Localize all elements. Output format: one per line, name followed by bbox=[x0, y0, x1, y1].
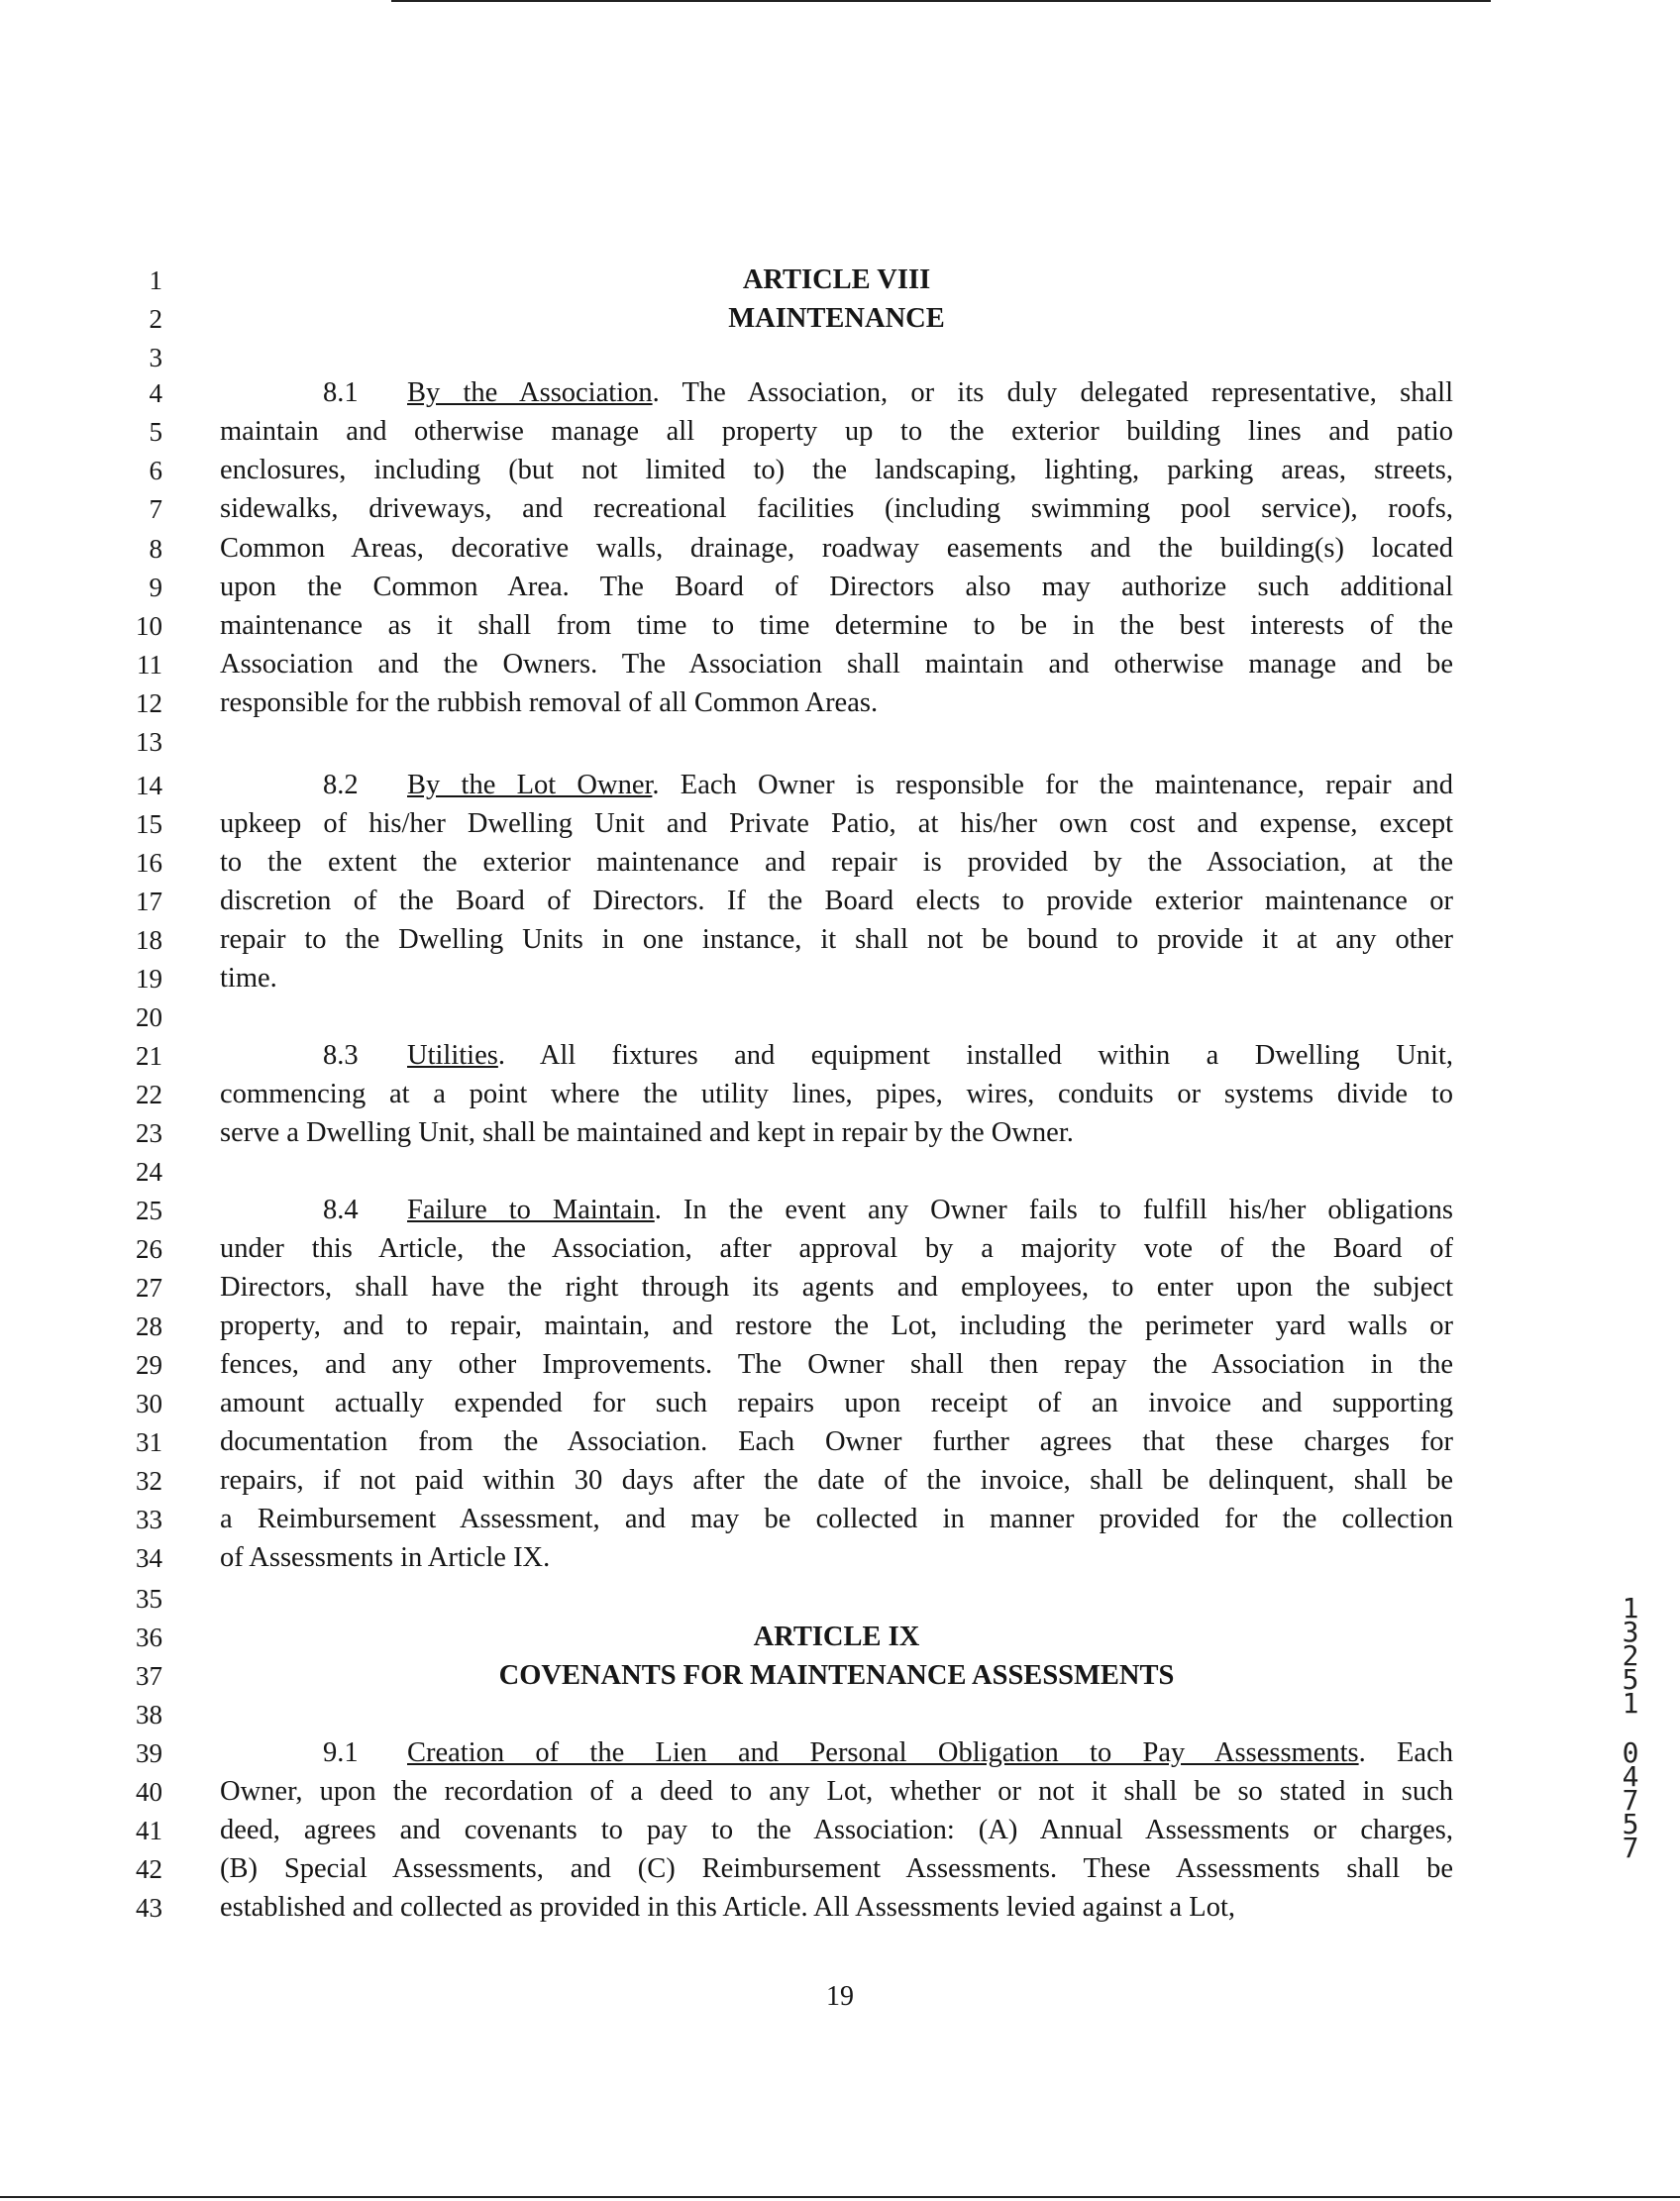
body-line: enclosures, including (but not limited to) the landscaping, lighting, parking areas, streets, bbox=[220, 455, 1453, 485]
line-number: 43 bbox=[136, 1893, 162, 1923]
body-line-row bbox=[0, 843, 1680, 883]
body-line-row bbox=[0, 1307, 1680, 1346]
line-number: 30 bbox=[136, 1389, 162, 1418]
line-number: 28 bbox=[136, 1311, 162, 1341]
body-line: maintain and otherwise manage all property up to the exterior building lines and patio bbox=[220, 416, 1453, 447]
line-number: 27 bbox=[136, 1273, 162, 1303]
body-line-row bbox=[0, 1345, 1680, 1385]
line-number: 11 bbox=[137, 650, 162, 680]
body-line: (B) Special Assessments, and (C) Reimbursement Assessments. These Assessments shall be bbox=[220, 1853, 1453, 1884]
body-line-row bbox=[0, 1500, 1680, 1539]
section-9-1-lead bbox=[323, 1733, 1453, 1773]
article-viii-label: ARTICLE VIII bbox=[742, 264, 931, 295]
line-number-row bbox=[0, 338, 1680, 377]
body-line-row bbox=[0, 489, 1680, 529]
body-line-row bbox=[0, 529, 1680, 569]
section-8-1-heading: By the Association bbox=[407, 377, 653, 408]
line-number: 3 bbox=[149, 343, 162, 372]
line-number: 17 bbox=[136, 887, 162, 916]
line-number: 31 bbox=[136, 1427, 162, 1457]
body-line: documentation from the Association. Each Owner further agrees that these charges for bbox=[220, 1426, 1453, 1457]
stamp-digit: 5 bbox=[1622, 1808, 1639, 1840]
section-8-2-heading: By the Lot Owner bbox=[407, 770, 653, 800]
body-line: commencing at a point where the utility lines, pipes, wires, conduits or systems divide to bbox=[220, 1079, 1453, 1109]
body-line-row bbox=[0, 1075, 1680, 1114]
section-8-2-number: 8.2 bbox=[323, 770, 359, 800]
body-line: discretion of the Board of Directors. If the Board elects to provide exterior maintenance or bbox=[220, 886, 1453, 916]
body-line: of Assessments in Article IX. bbox=[220, 1542, 551, 1573]
body-line-row bbox=[0, 1268, 1680, 1308]
section-8-2-first-line bbox=[0, 766, 1680, 805]
line-number: 21 bbox=[136, 1041, 162, 1071]
body-line: responsible for the rubbish removal of all Common Areas. bbox=[220, 687, 879, 718]
body-line: Owner, upon the recordation of a deed to any Lot, whether or not it shall be so stated in such bbox=[220, 1776, 1453, 1807]
body-line-row bbox=[0, 1461, 1680, 1501]
stamp-digit: 0 bbox=[1622, 1736, 1639, 1769]
line-number: 23 bbox=[136, 1118, 162, 1148]
section-8-3-lead bbox=[323, 1036, 1453, 1076]
article-ix-title-row bbox=[0, 1656, 1680, 1696]
line-number: 40 bbox=[136, 1777, 162, 1807]
section-8-1-first-line bbox=[0, 373, 1680, 413]
body-line: a Reimbursement Assessment, and may be collected in manner provided for the collection bbox=[220, 1504, 1453, 1534]
line-number: 34 bbox=[136, 1543, 162, 1573]
line-number: 24 bbox=[136, 1157, 162, 1187]
line-number: 32 bbox=[136, 1466, 162, 1496]
line-number: 7 bbox=[149, 494, 162, 524]
section-8-4-lead bbox=[323, 1191, 1453, 1230]
line-number: 10 bbox=[136, 611, 162, 641]
body-line: maintenance as it shall from time to time determine to be in the best interests of the bbox=[220, 610, 1453, 641]
body-line-row bbox=[0, 1849, 1680, 1889]
line-number: 33 bbox=[136, 1505, 162, 1534]
section-8-3-lead-rest: . All fixtures and equipment installed within a Dwelling Unit, bbox=[497, 1040, 1453, 1071]
line-number: 29 bbox=[136, 1350, 162, 1380]
section-8-2-lead-rest: . Each Owner is responsible for the maintenance, repair and bbox=[652, 770, 1453, 800]
body-line: serve a Dwelling Unit, shall be maintained and kept in repair by the Owner. bbox=[220, 1117, 1074, 1148]
stamp-digit: 4 bbox=[1622, 1760, 1639, 1793]
line-number: 1 bbox=[149, 265, 162, 295]
page-number: 19 bbox=[826, 1981, 854, 2012]
body-line-row bbox=[0, 683, 1680, 723]
article-ix-title: COVENANTS FOR MAINTENANCE ASSESSMENTS bbox=[498, 1660, 1175, 1691]
body-line-row bbox=[0, 1538, 1680, 1578]
body-line-row bbox=[0, 920, 1680, 960]
line-number: 4 bbox=[149, 378, 162, 408]
line-number: 20 bbox=[136, 1002, 162, 1032]
stamp-digit: 1 bbox=[1622, 1592, 1639, 1625]
line-number: 2 bbox=[149, 304, 162, 334]
article-ix-heading-row bbox=[0, 1618, 1680, 1657]
section-8-1-lead-rest: . The Association, or its duly delegated representative, shall bbox=[652, 377, 1453, 408]
body-line-row bbox=[0, 645, 1680, 684]
body-line: repair to the Dwelling Units in one instance, it shall not be bound to provide it at any other bbox=[220, 924, 1453, 955]
body-line-row bbox=[0, 1229, 1680, 1269]
body-line-row bbox=[0, 882, 1680, 921]
body-line-row bbox=[0, 606, 1680, 646]
line-number: 19 bbox=[136, 964, 162, 994]
section-8-3-heading: Utilities bbox=[407, 1040, 498, 1071]
body-line: to the extent the exterior maintenance and repair is provided by the Association, at the bbox=[220, 847, 1453, 878]
bottom-rule bbox=[0, 2196, 1680, 2198]
line-number: 16 bbox=[136, 848, 162, 878]
line-number-row bbox=[0, 1152, 1680, 1192]
body-line: time. bbox=[220, 963, 277, 994]
article-viii-title: MAINTENANCE bbox=[728, 303, 945, 334]
body-line: Association and the Owners. The Association shall maintain and otherwise manage and be bbox=[220, 649, 1453, 680]
line-number: 39 bbox=[136, 1738, 162, 1768]
stamp-digit: 7 bbox=[1622, 1832, 1639, 1864]
body-line: deed, agrees and covenants to pay to the Association: (A) Annual Assessments or charges, bbox=[220, 1815, 1453, 1845]
body-line-row bbox=[0, 804, 1680, 844]
article-ix-label: ARTICLE IX bbox=[753, 1622, 920, 1652]
body-line-row bbox=[0, 959, 1680, 998]
line-number: 26 bbox=[136, 1234, 162, 1264]
line-number: 5 bbox=[149, 417, 162, 447]
body-line-row bbox=[0, 451, 1680, 490]
body-line: Common Areas, decorative walls, drainage, roadway easements and the building(s) located bbox=[220, 533, 1453, 564]
section-9-1-heading: Creation of the Lien and Personal Obligation to Pay Assessments bbox=[407, 1737, 1359, 1768]
body-line-row bbox=[0, 1384, 1680, 1423]
line-number: 13 bbox=[136, 727, 162, 757]
line-number: 38 bbox=[136, 1700, 162, 1729]
line-number: 15 bbox=[136, 809, 162, 839]
line-number: 18 bbox=[136, 925, 162, 955]
stamp-digit: 5 bbox=[1622, 1663, 1639, 1696]
section-8-2-lead bbox=[323, 766, 1453, 805]
section-8-3-first-line bbox=[0, 1036, 1680, 1076]
body-line-row bbox=[0, 1422, 1680, 1462]
line-number: 22 bbox=[136, 1080, 162, 1109]
recording-stamp bbox=[1611, 1592, 1650, 1864]
line-number: 14 bbox=[136, 771, 162, 800]
body-line: fences, and any other Improvements. The Owner shall then repay the Association in the bbox=[220, 1349, 1453, 1380]
section-8-1-number: 8.1 bbox=[323, 377, 359, 408]
section-9-1-lead-rest: . Each bbox=[1358, 1737, 1453, 1768]
article-viii-title-row bbox=[0, 299, 1680, 339]
stamp-digit: 3 bbox=[1622, 1616, 1639, 1648]
section-8-4-number: 8.4 bbox=[323, 1195, 359, 1225]
body-line: upon the Common Area. The Board of Directors also may authorize such additional bbox=[220, 572, 1453, 602]
line-number-row bbox=[0, 1695, 1680, 1734]
body-line-row bbox=[0, 568, 1680, 607]
line-number: 42 bbox=[136, 1854, 162, 1884]
body-line-row bbox=[0, 1808, 1680, 1850]
line-number: 12 bbox=[136, 688, 162, 718]
line-number: 8 bbox=[149, 534, 162, 564]
article-viii-heading-row bbox=[0, 261, 1680, 300]
body-line: upkeep of his/her Dwelling Unit and Private Patio, at his/her own cost and expense, except bbox=[220, 808, 1453, 839]
section-8-3-number: 8.3 bbox=[323, 1040, 359, 1071]
stamp-digit: 1 bbox=[1622, 1687, 1639, 1720]
section-8-4-first-line bbox=[0, 1191, 1680, 1230]
section-8-4-lead-rest: . In the event any Owner fails to fulfill his/her obligations bbox=[654, 1195, 1453, 1225]
line-number: 6 bbox=[149, 456, 162, 485]
body-line-row bbox=[0, 1772, 1680, 1817]
body-line: amount actually expended for such repairs upon receipt of an invoice and supporting bbox=[220, 1388, 1453, 1418]
body-line: established and collected as provided in this Article. All Assessments levied against a Lot, bbox=[220, 1892, 1235, 1923]
body-line: Directors, shall have the right through its agents and employees, to enter upon the subject bbox=[220, 1272, 1453, 1303]
line-number-row bbox=[0, 997, 1680, 1037]
stamp-digit: 2 bbox=[1622, 1639, 1639, 1672]
body-line: under this Article, the Association, after approval by a majority vote of the Board of bbox=[220, 1233, 1453, 1264]
line-number: 9 bbox=[149, 573, 162, 602]
body-line-row bbox=[0, 1113, 1680, 1153]
line-number: 36 bbox=[136, 1623, 162, 1652]
body-line-row bbox=[0, 1888, 1680, 1928]
top-rule bbox=[391, 0, 1491, 2]
stamp-digit: 7 bbox=[1622, 1784, 1639, 1817]
line-number: 35 bbox=[136, 1584, 162, 1614]
line-number: 41 bbox=[136, 1816, 162, 1845]
body-line: sidewalks, driveways, and recreational facilities (including swimming pool service), roofs, bbox=[220, 493, 1453, 524]
line-number: 37 bbox=[136, 1661, 162, 1691]
line-number-row bbox=[0, 722, 1680, 762]
body-line: repairs, if not paid within 30 days after the date of the invoice, shall be delinquent, shall be bbox=[220, 1465, 1453, 1496]
section-8-4-heading: Failure to Maintain bbox=[407, 1195, 655, 1225]
section-8-1-lead bbox=[323, 373, 1453, 413]
section-9-1-first-line bbox=[0, 1733, 1680, 1773]
body-line: property, and to repair, maintain, and restore the Lot, including the perimeter yard walls or bbox=[220, 1310, 1453, 1341]
section-9-1-number: 9.1 bbox=[323, 1737, 359, 1768]
line-number-row bbox=[0, 1579, 1680, 1625]
body-line-row bbox=[0, 412, 1680, 452]
line-number: 25 bbox=[136, 1196, 162, 1225]
